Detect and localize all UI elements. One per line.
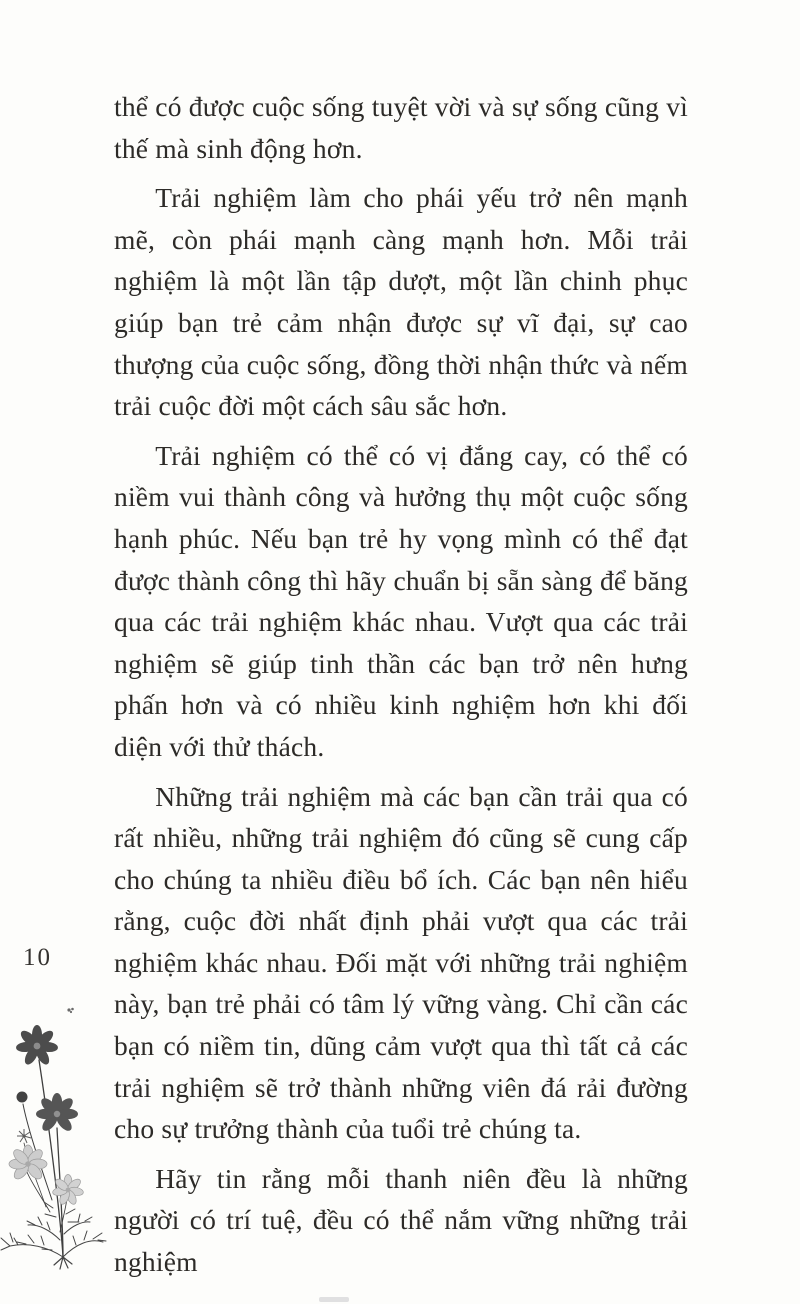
cosmos-flower-illustration (0, 1002, 120, 1280)
paragraph: Trải nghiệm có thể có vị đắng cay, có thể có niềm vui thành công và hưởng thụ một cuộc sống hạnh phúc. Nếu bạn trẻ hy vọng mình có thể đạt được thành công thì hãy chuẩn bị sẵn sàng để băng qua các trải nghiệm khác nhau. Vượt qua các trải nghiệm sẽ giúp tinh thần các bạn trở nên hưng phấn hơn và có nhiều kinh nghiệm hơn khi đối diện với thử thách. (114, 439, 688, 762)
page-number: 10 (23, 944, 52, 971)
flower-bud (17, 1092, 28, 1103)
flower-dark-top (16, 1025, 59, 1067)
feathery-leaves (1, 1202, 106, 1269)
paragraph: Hãy tin rằng mỗi thanh niên đều là những người có trí tuệ, đều có thể nắm vững những trải nghiệm (114, 1162, 688, 1278)
flower-star-small (17, 1129, 31, 1143)
paragraph: Những trải nghiệm mà các bạn cần trải qua có rất nhiều, những trải nghiệm đó cũng sẽ cung cấp cho chúng ta nhiều điều bổ ích. Các bạn nên hiểu rằng, cuộc đời nhất định phải vượt qua các trải nghiệm khác nhau. Đối mặt với những trải nghiệm này, bạn trẻ phải có tâm lý vững vàng. Chỉ cần các bạn có niềm tin, dũng cảm vượt qua thì tất cả các trải nghiệm sẽ trở thành những viên đá rải đường cho sự trưởng thành của tuổi trẻ chúng ta. (114, 780, 688, 1145)
paragraph: Trải nghiệm làm cho phái yếu trở nên mạnh mẽ, còn phái mạnh càng mạnh hơn. Mỗi trải nghiệm là một lần tập dượt, một lần chinh phục giúp bạn trẻ cảm nhận được sự vĩ đại, sự cao thượng của cuộc sống, đồng thời nhận thức và nếm trải cuộc đời một cách sâu sắc hơn. (114, 182, 688, 422)
flower-light-right (52, 1175, 84, 1206)
bottom-edge-mark (319, 1297, 349, 1302)
body-text (114, 86, 688, 1291)
flower-light-left (9, 1145, 47, 1181)
speck-icon (67, 1008, 73, 1013)
paragraph-continuation: thể có được cuộc sống tuyệt vời và sự sống cũng vì thế mà sinh động hơn. (114, 91, 688, 164)
